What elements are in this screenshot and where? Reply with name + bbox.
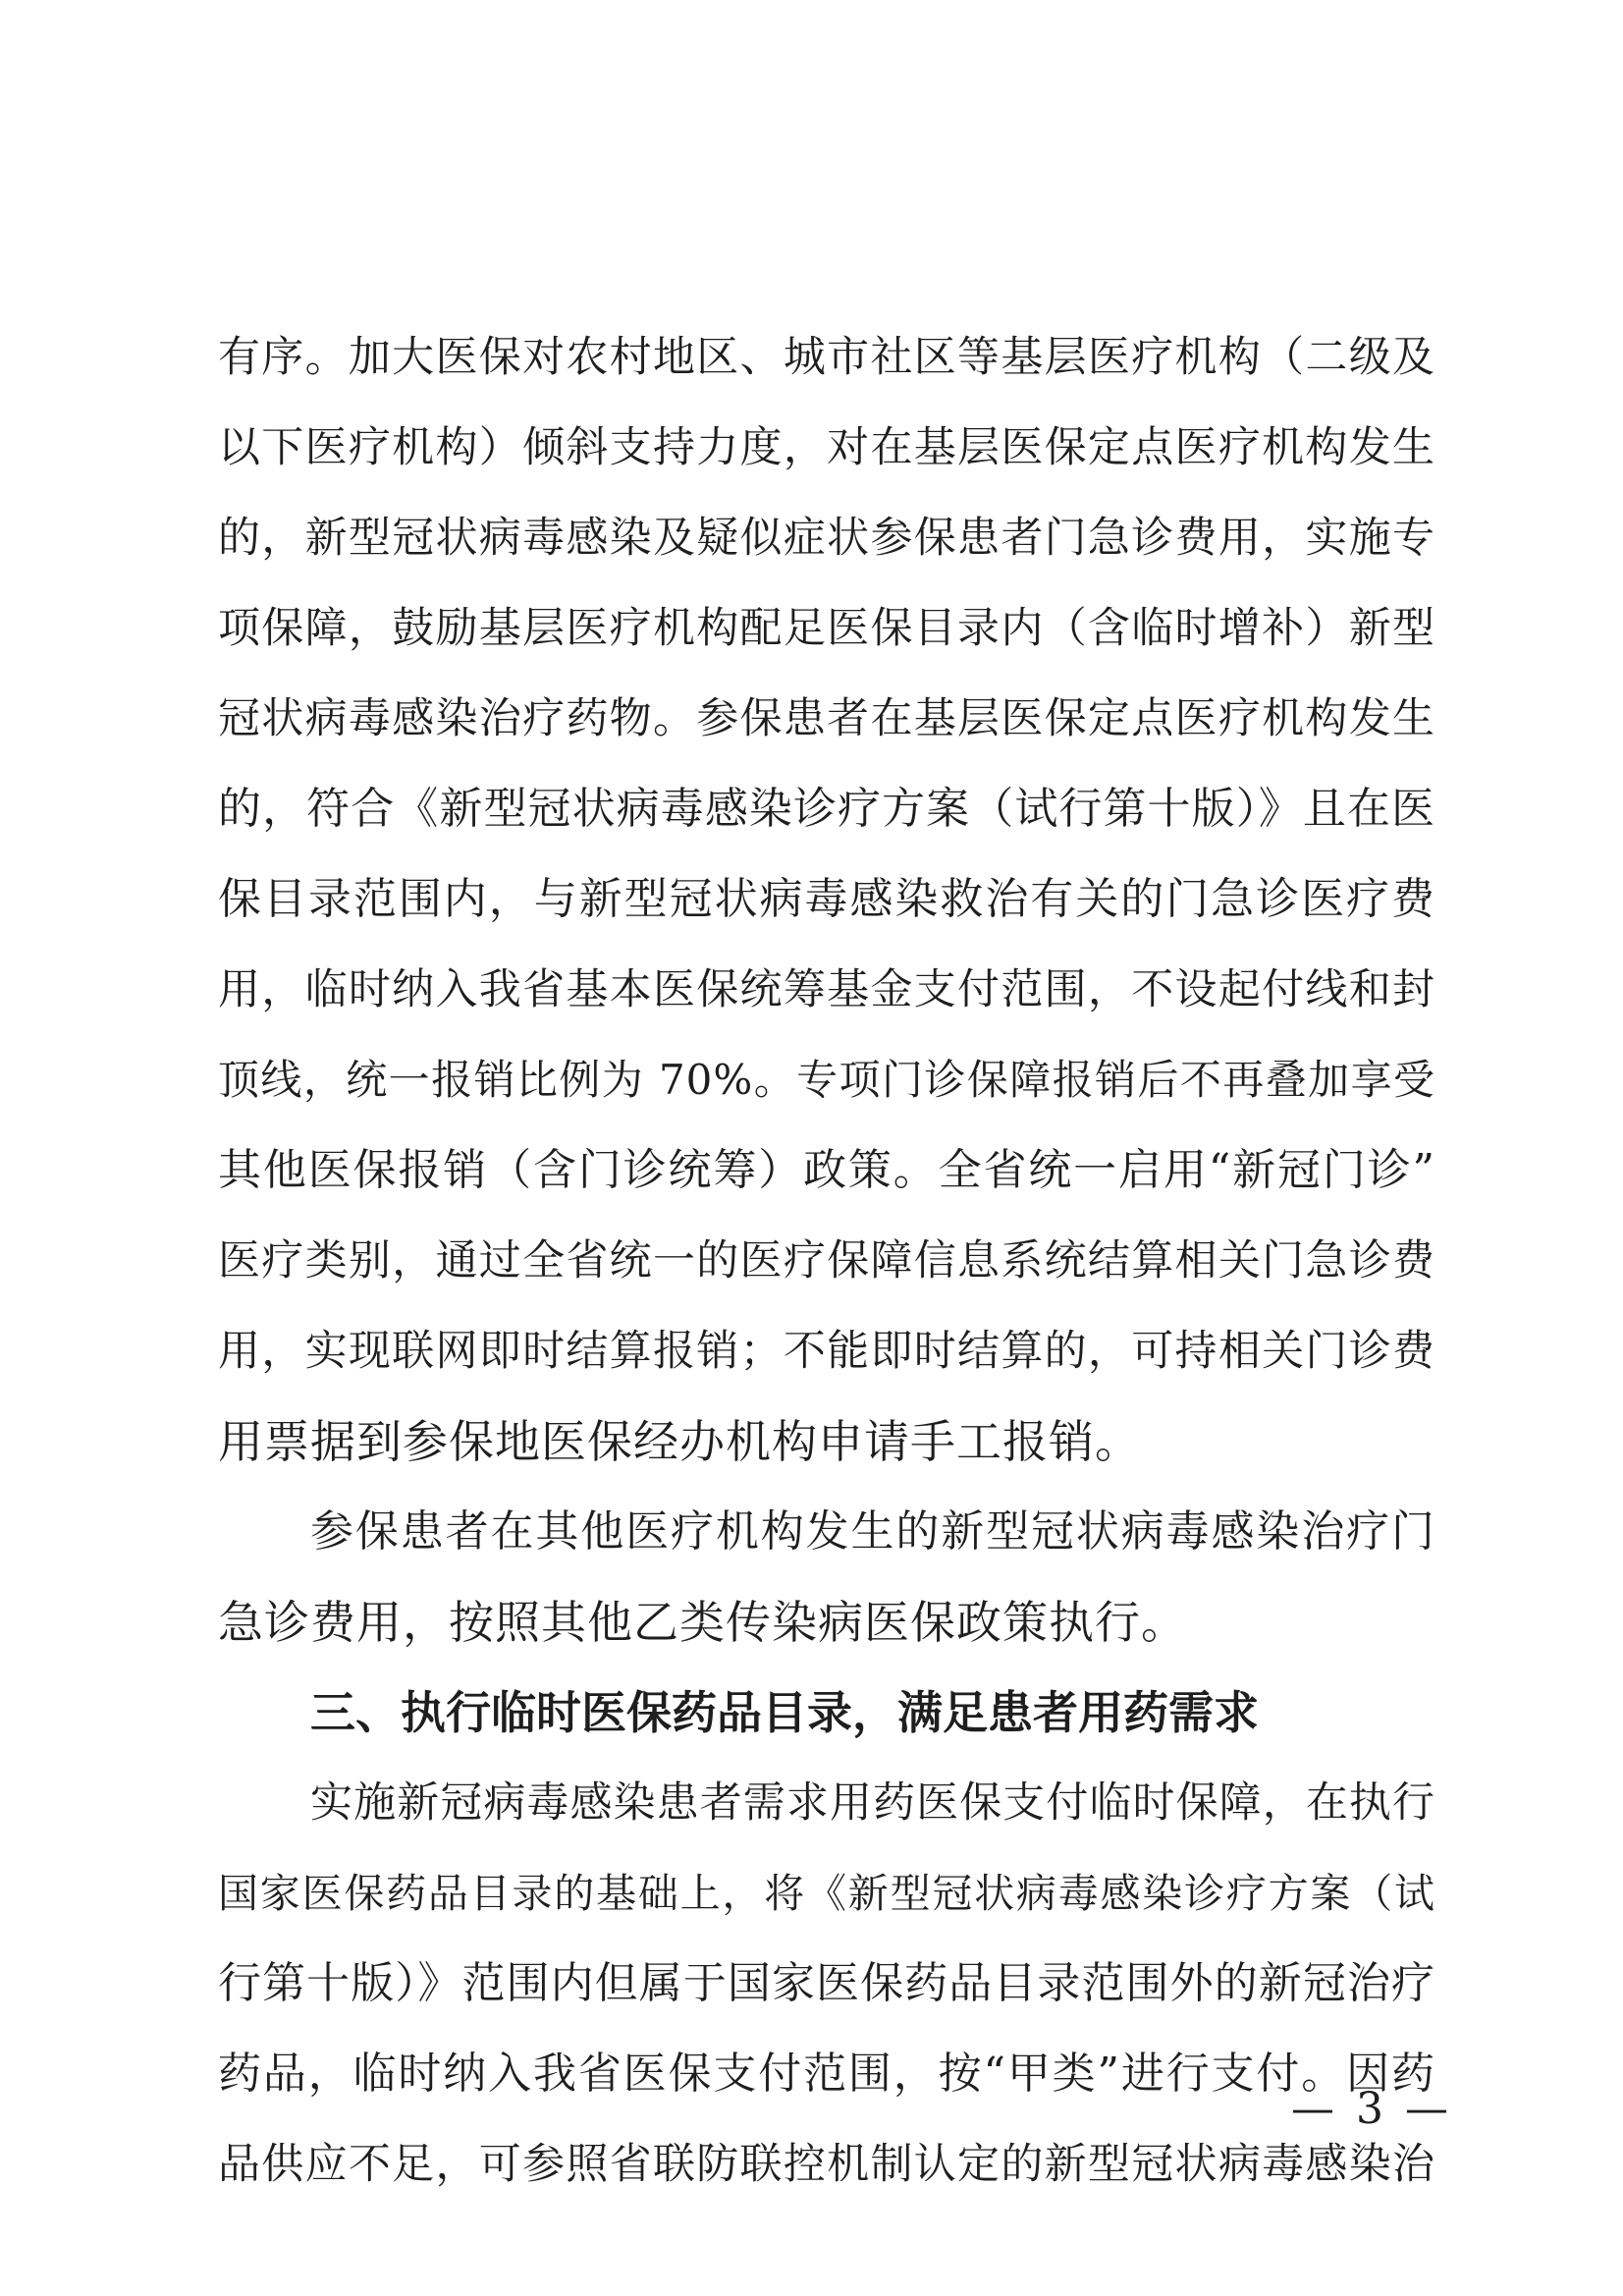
- paragraph-line: 顶线，统一报销比例为 70%。专项门诊保障报销后不再叠加享受: [218, 1056, 1435, 1104]
- paragraph-line: 冠状病毒感染治疗药物。参保患者在基层医保定点医疗机构发生: [218, 694, 1435, 743]
- paragraph-line: 品供应不足，可参照省联防联控机制认定的新型冠状病毒感染治: [218, 2140, 1435, 2189]
- paragraph-line: 实施新冠病毒感染患者需求用药医保支付临时保障，在执行: [310, 1778, 1435, 1828]
- paragraph-line: 药品，临时纳入我省医保支付范围，按“甲类”进行支付。因药: [218, 2049, 1435, 2099]
- paragraph-line: 的，新型冠状病毒感染及疑似症状参保患者门急诊费用，实施专: [218, 514, 1435, 563]
- paragraph-line: 的，符合《新型冠状病毒感染诊疗方案（试行第十版）》且在医: [218, 784, 1435, 834]
- paragraph-line: 急诊费用，按照其他乙类传染病医保政策执行。: [218, 1596, 1187, 1649]
- document-body: [218, 312, 1435, 2210]
- paragraph-line: 参保患者在其他医疗机构发生的新型冠状病毒感染治疗门: [310, 1506, 1435, 1557]
- paragraph-line: 行第十版）》范围内但属于国家医保药品目录范围外的新冠治疗: [218, 1958, 1435, 2008]
- page-number: — 3 —: [1291, 2084, 1452, 2134]
- paragraph-line: 用票据到参保地医保经办机构申请手工报销。: [218, 1415, 1141, 1468]
- paragraph-line: 以下医疗机构）倾斜支持力度，对在基层医保定点医疗机构发生: [218, 423, 1435, 472]
- paragraph-line: 项保障，鼓励基层医疗机构配足医保目录内（含临时增补）新型: [218, 604, 1435, 653]
- paragraph-line: 用，实现联网即时结算报销；不能即时结算的，可持相关门诊费: [218, 1327, 1435, 1376]
- paragraph-line: 有序。加大医保对农村地区、城市社区等基层医疗机构（二级及: [218, 333, 1435, 382]
- paragraph-line: 其他医保报销（含门诊统筹）政策。全省统一启用“新冠门诊”: [218, 1145, 1435, 1195]
- paragraph-line: 医疗类别，通过全省统一的医疗保障信息系统结算相关门急诊费: [218, 1236, 1435, 1285]
- paragraph-line: 用，临时纳入我省基本医保统筹基金支付范围，不设起付线和封: [218, 965, 1435, 1014]
- paragraph-line: 国家医保药品目录的基础上，将《新型冠状病毒感染诊疗方案（试: [218, 1870, 1435, 1917]
- paragraph-line: 保目录范围内，与新型冠状病毒感染救治有关的门急诊医疗费: [218, 874, 1435, 924]
- section-heading: 三、执行临时医保药品目录，满足患者用药需求: [310, 1686, 1259, 1739]
